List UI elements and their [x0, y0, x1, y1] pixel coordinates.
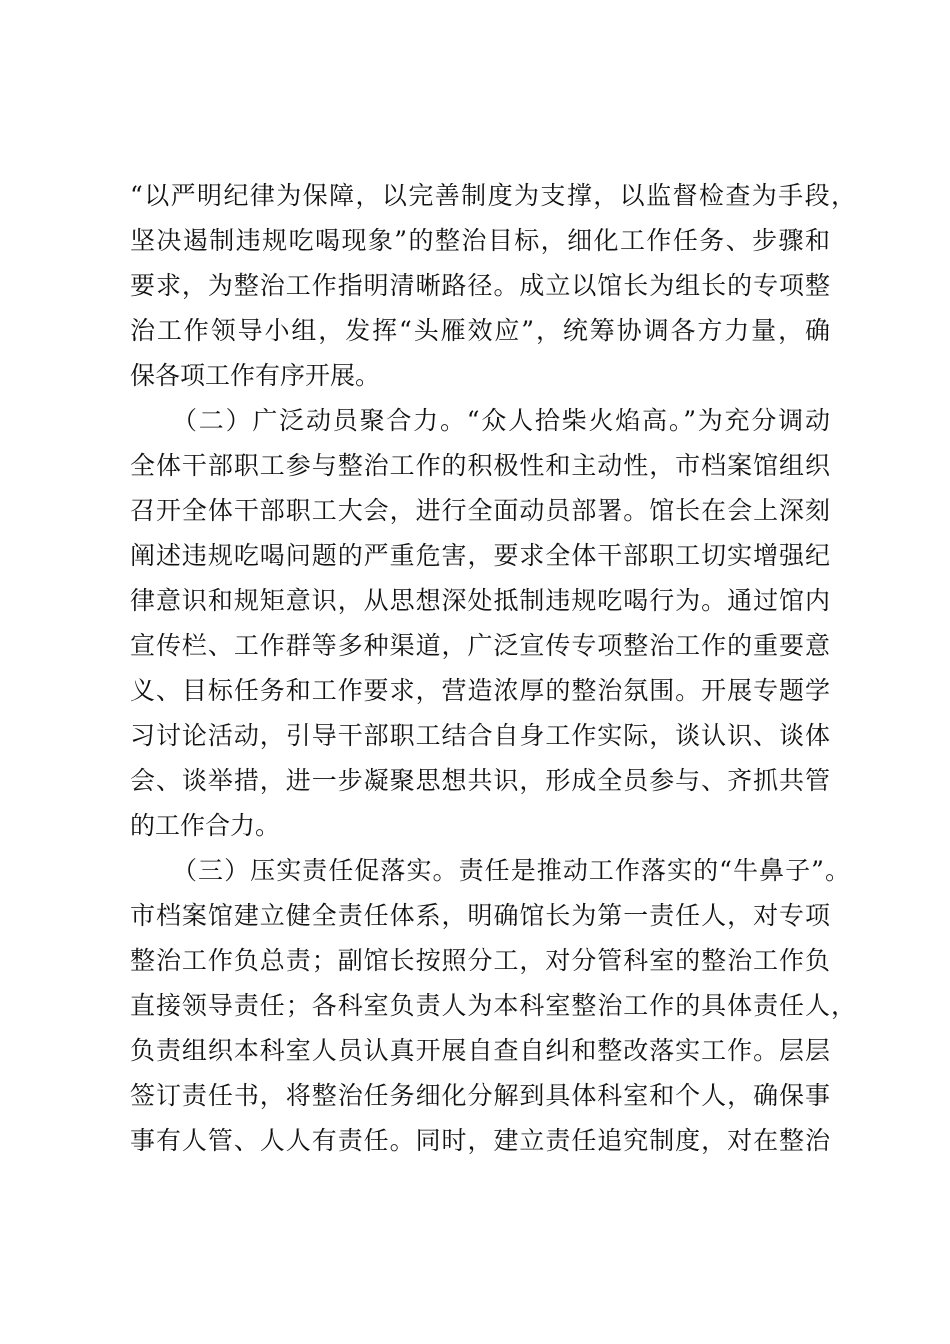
text-line: 律意识和规矩意识，从思想深处抵制违规吃喝行为。通过馆内 [130, 586, 830, 615]
text-line: 坚决遏制违规吃喝现象”的整治目标，细化工作任务、步骤和 [130, 226, 830, 255]
text-line: “以严明纪律为保障，以完善制度为支撑，以监督检查为手段， [130, 181, 856, 210]
text-line: 阐述违规吃喝问题的严重危害，要求全体干部职工切实增强纪 [130, 541, 830, 570]
text-line: 保各项工作有序开展。 [130, 361, 381, 390]
text-line: 宣传栏、工作群等多种渠道，广泛宣传专项整治工作的重要意 [130, 631, 830, 660]
text-line: 整治工作负总责；副馆长按照分工，对分管科室的整治工作负 [130, 946, 830, 975]
paragraph-2 [130, 398, 870, 848]
text-line: 治工作领导小组，发挥“头雁效应”，统筹协调各方力量，确 [130, 316, 830, 345]
paragraph-3 [130, 848, 870, 1163]
text-line: 召开全体干部职工大会，进行全面动员部署。馆长在会上深刻 [130, 496, 830, 525]
text-line: 习讨论活动，引导干部职工结合自身工作实际，谈认识、谈体 [130, 721, 830, 750]
text-line: 要求，为整治工作指明清晰路径。成立以馆长为组长的专项整 [130, 271, 830, 300]
text-line: 签订责任书，将整治任务细化分解到具体科室和个人，确保事 [130, 1081, 830, 1110]
paragraph-1 [130, 173, 870, 398]
text-line: 义、目标任务和工作要求，营造浓厚的整治氛围。开展专题学 [130, 676, 830, 705]
text-line: 负责组织本科室人员认真开展自查自纠和整改落实工作。层层 [130, 1036, 830, 1065]
text-line: 市档案馆建立健全责任体系，明确馆长为第一责任人，对专项 [130, 901, 830, 930]
text-line [130, 848, 850, 893]
section-heading: （三）压实责任促落实。 [172, 856, 459, 885]
text-line [130, 398, 830, 443]
text-line: 会、谈举措，进一步凝聚思想共识，形成全员参与、齐抓共管 [130, 766, 830, 795]
section-heading: （二）广泛动员聚合力。 [172, 406, 467, 435]
text-run: 责任是推动工作落实的“牛鼻子”。 [458, 856, 850, 885]
text-line: 事有人管、人人有责任。同时，建立责任追究制度，对在整治 [130, 1126, 830, 1155]
text-run: “众人拾柴火焰高。”为充分调动 [466, 406, 830, 435]
text-line: 的工作合力。 [130, 811, 281, 840]
text-line: 全体干部职工参与整治工作的积极性和主动性，市档案馆组织 [130, 451, 830, 480]
body-text [130, 173, 870, 1163]
text-line: 直接领导责任；各科室负责人为本科室整治工作的具体责任人， [130, 991, 856, 1020]
